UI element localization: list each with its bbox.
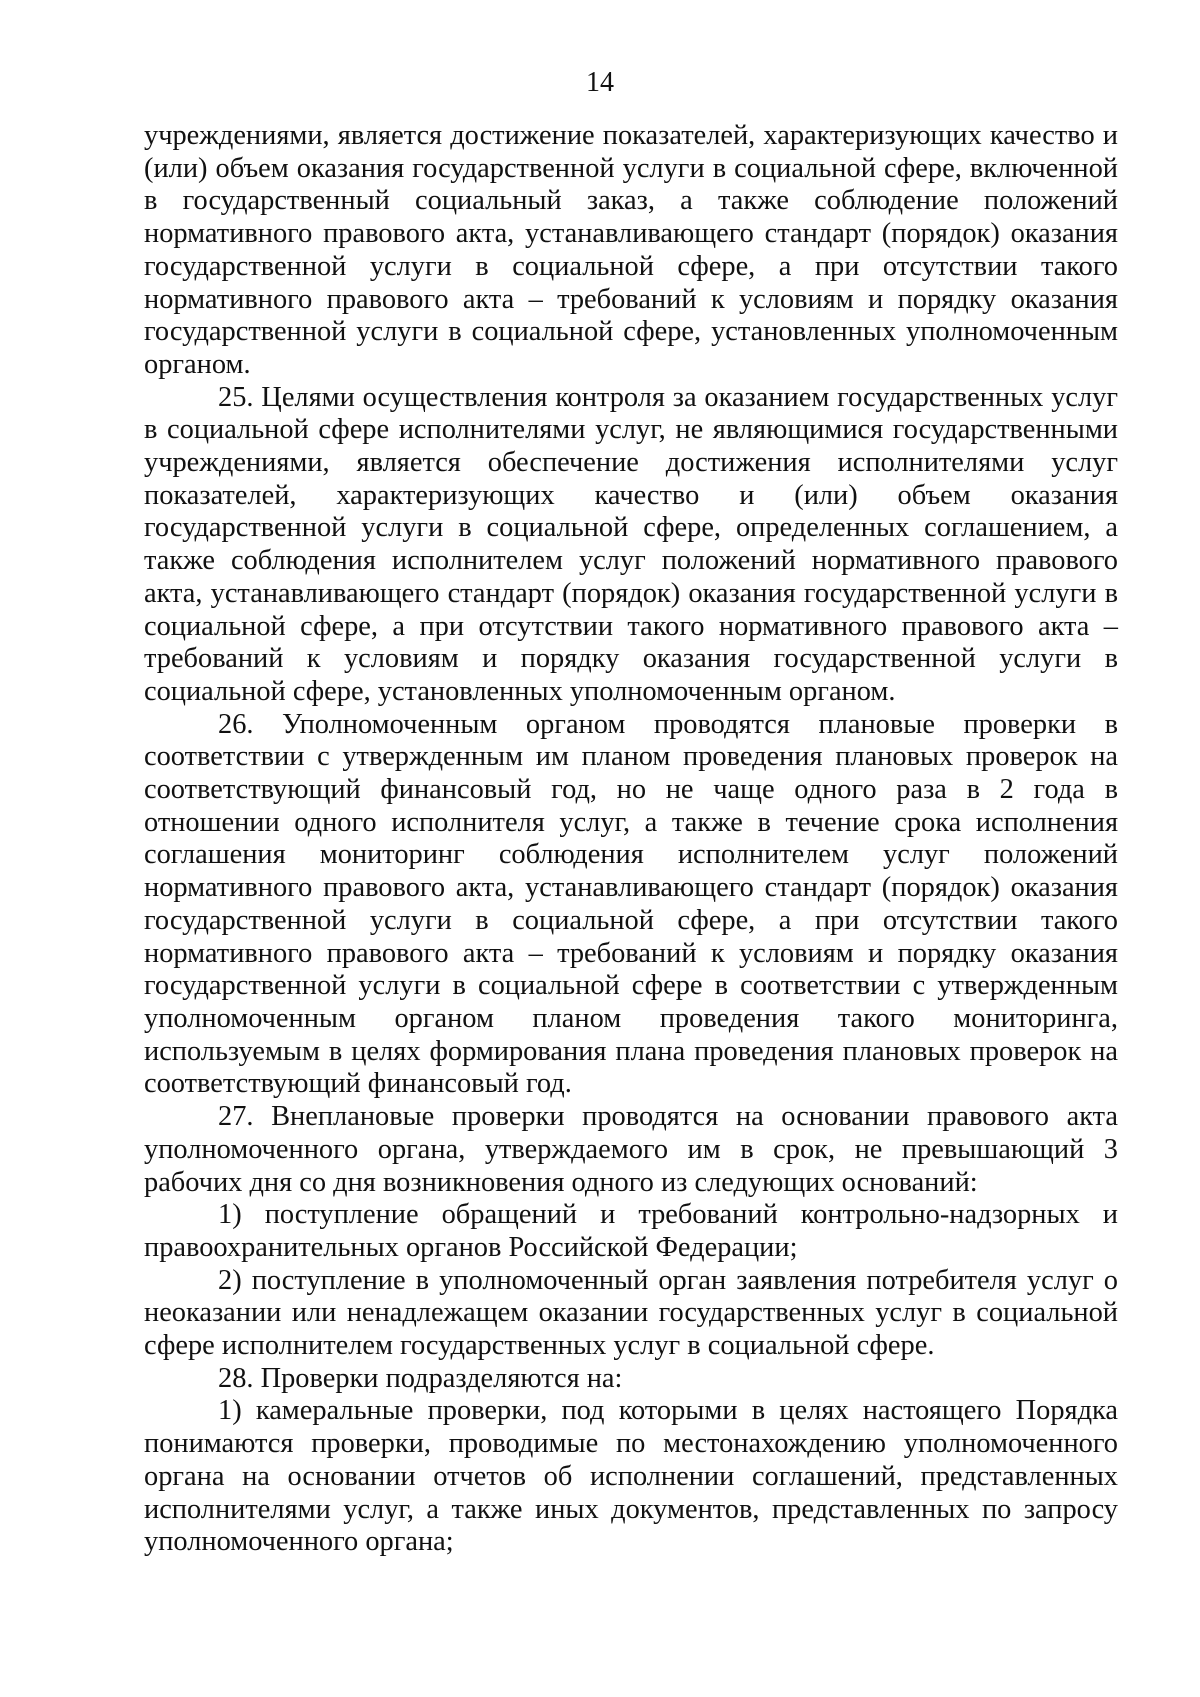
page-number: 14 xyxy=(586,67,614,98)
paragraph: 27. Внеплановые проверки проводятся на основании правового акта уполномоченного органа, утверждаемого им в срок, не превышающий 3 рабочих дня со дня возникновения одного из следующих оснований: xyxy=(144,1101,1118,1198)
paragraph: 28. Проверки подразделяются на: xyxy=(218,1362,623,1394)
paragraph: 26. Уполномоченным органом проводятся плановые проверки в соответствии с утвержденным им планом проведения плановых проверок на соответствующий финансовый год, но не чаще одного раза в 2 года в отношении одного исполнителя услуг, а также в течение срока исполнения соглашения мониторинг соблюдения исполнителем услуг положений нормативного правового акта, устанавливающего стандарт (порядок) оказания государственной услуги в социальной сфере, а при отсутствии такого нормативного правового акта – требований к условиям и порядку оказания государственной услуги в социальной сфере в соответствии с утвержденным уполномоченным органом планом проведения такого мониторинга, используемым в целях формирования плана проведения плановых проверок на соответствующий финансовый год. xyxy=(144,708,1118,1100)
paragraph: 2) поступление в уполномоченный орган заявления потребителя услуг о неоказании или ненадлежащем оказании государственных услуг в социальной сфере исполнителем государственных услуг в социальной сфере. xyxy=(144,1264,1118,1362)
paragraph: 1) камеральные проверки, под которыми в целях настоящего Порядка понимаются проверки, проводимые по местонахождению уполномоченного органа на основании отчетов об исполнении соглашений, представленных исполнителями услуг, а также иных документов, представленных по запросу уполномоченного органа; xyxy=(144,1395,1118,1558)
paragraph: 1) поступление обращений и требований контрольно-надзорных и правоохранительных органов Российской Федерации; xyxy=(144,1199,1118,1263)
paragraph: учреждениями, является достижение показателей, характеризующих качество и (или) объем оказания государственной услуги в социальной сфере, включенной в государственный социальный заказ, а также соблюдение положений нормативного правового акта, устанавливающего стандарт (порядок) оказания государственной услуги в социальной сфере, а при отсутствии такого нормативного правового акта – требований к условиям и порядку оказания государственной услуги в социальной сфере, установленных уполномоченным органом. xyxy=(144,120,1118,380)
document-body xyxy=(144,120,1118,1559)
paragraph: 25. Целями осуществления контроля за оказанием государственных услуг в социальной сфере исполнителями услуг, не являющимися государственными учреждениями, является обеспечение достижения исполнителями услуг показателей, характеризующих качество и (или) объем оказания государственной услуги в социальной сфере, определенных соглашением, а также соблюдения исполнителем услуг положений нормативного правового акта, устанавливающего стандарт (порядок) оказания государственной услуги в социальной сфере, а при отсутствии такого нормативного правового акта – требований к условиям и порядку оказания государственной услуги в социальной сфере, установленных уполномоченным органом. xyxy=(144,381,1118,707)
